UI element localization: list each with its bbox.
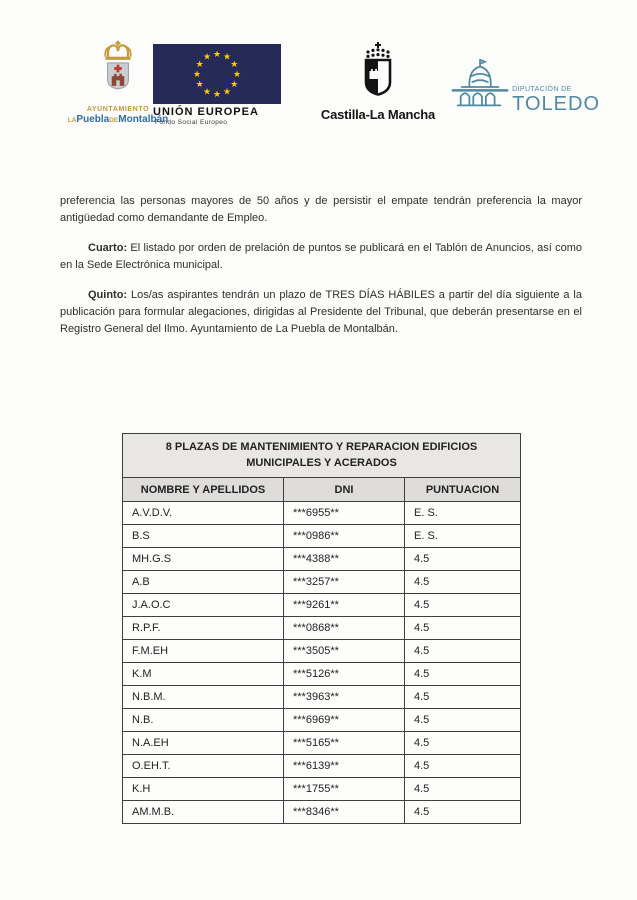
cell-nombre: J.A.O.C [123,594,284,617]
paragraph-quinto-text: Los/as aspirantes tendrán un plazo de TRES DÍAS HÁBILES a partir del día siguiente a la publicación para formular alegaciones, dirigidas al Presidente del Tribunal, que deberán presentarse en el Registro General del Ilmo. Ayuntamiento de La Puebla de Montalbán. [60,289,582,335]
cell-nombre: K.H [123,778,284,801]
cell-nombre: N.B.M. [123,686,284,709]
cell-puntuacion: 4.5 [405,571,521,594]
svg-text:★: ★ [192,70,202,80]
cell-puntuacion: 4.5 [405,686,521,709]
cell-nombre: R.P.F. [123,617,284,640]
cell-puntuacion: 4.5 [405,755,521,778]
cell-puntuacion: 4.5 [405,663,521,686]
cell-nombre: B.S [123,525,284,548]
cell-puntuacion: 4.5 [405,640,521,663]
cell-dni: ***6955** [284,502,405,525]
table-row [123,525,521,548]
paragraph-cuarto [60,240,582,274]
municipality-name: LAPueblaDEMontalbán [67,114,169,125]
svg-text:★: ★ [230,80,239,90]
svg-text:★: ★ [202,52,212,63]
eu-title: UNIÓN EUROPEA [153,106,259,118]
toledo-line1: DIPUTACIÓN DE [512,86,572,93]
cell-dni: ***0868** [284,617,405,640]
toledo-logo [450,56,600,116]
cell-dni: ***6139** [284,755,405,778]
svg-text:★: ★ [222,52,232,63]
table-row [123,640,521,663]
results-tbody [123,502,521,824]
cell-nombre: K.M [123,663,284,686]
table-row [123,732,521,755]
table-row [123,778,521,801]
table-row [123,548,521,571]
results-table-container [122,433,521,824]
cell-dni: ***4388** [284,548,405,571]
ayuntamiento-label: AYUNTAMIENTO [86,106,150,113]
cell-puntuacion: 4.5 [405,801,521,824]
table-row [123,686,521,709]
svg-text:★: ★ [202,87,212,98]
cell-nombre: F.M.EH [123,640,284,663]
cell-nombre: A.V.D.V. [123,502,284,525]
table-row [123,709,521,732]
cell-dni: ***5126** [284,663,405,686]
paragraph-preferencia: preferencia las personas mayores de 50 años y de persistir el empate tendrán preferencia la mayor antigüedad como demandante de Empleo. [60,195,582,224]
cell-dni: ***8346** [284,801,405,824]
cell-nombre: N.A.EH [123,732,284,755]
eu-subtitle: Fondo Social Europeo [155,119,228,126]
cell-puntuacion: 4.5 [405,778,521,801]
column-header-puntuacion: PUNTUACION [405,478,521,502]
cell-puntuacion: 4.5 [405,594,521,617]
column-header-nombre: NOMBRE Y APELLIDOS [123,478,284,502]
svg-text:★: ★ [232,70,242,80]
cell-dni: ***3963** [284,686,405,709]
table-row [123,571,521,594]
toledo-line2: TOLEDO [512,93,600,115]
cell-nombre: O.EH.T. [123,755,284,778]
table-title-row [123,434,521,478]
paragraph-quinto-lead: Quinto: [88,289,128,301]
table-title: 8 PLAZAS DE MANTENIMIENTO Y REPARACION EDIFICIOS MUNICIPALES Y ACERADOS [123,434,521,478]
paragraph-cuarto-text: El listado por orden de prelación de puntos se publicará en el Tablón de Anuncios, así como en la Sede Electrónica municipal. [60,242,582,271]
table-header-row [123,478,521,502]
eu-flag-icon [153,44,281,104]
svg-text:★: ★ [212,90,222,100]
cell-puntuacion: 4.5 [405,709,521,732]
table-row [123,755,521,778]
cell-dni: ***1755** [284,778,405,801]
paragraph-cuarto-lead: Cuarto: [88,242,128,254]
cell-nombre: MH.G.S [123,548,284,571]
table-row [123,502,521,525]
clm-shield-icon [352,42,404,104]
table-row [123,801,521,824]
table-row [123,663,521,686]
svg-text:★: ★ [195,60,204,70]
svg-text:★: ★ [222,87,232,98]
results-table [122,433,521,824]
paragraph-quinto [60,287,582,338]
toledo-wordmark [512,86,600,114]
cell-nombre: A.B [123,571,284,594]
table-row [123,617,521,640]
crown-shield-icon [86,40,150,104]
eu-logo [153,44,283,126]
cell-dni: ***6969** [284,709,405,732]
toledo-building-icon [450,56,510,116]
cell-dni: ***3505** [284,640,405,663]
cell-puntuacion: E. S. [405,502,521,525]
cell-puntuacion: 4.5 [405,732,521,755]
column-header-dni: DNI [284,478,405,502]
clm-label: Castilla-La Mancha [320,107,436,122]
castilla-la-mancha-logo [308,42,448,122]
svg-text:★: ★ [230,60,239,70]
cell-puntuacion: E. S. [405,525,521,548]
cell-dni: ***3257** [284,571,405,594]
cell-nombre: AM.M.B. [123,801,284,824]
svg-text:★: ★ [212,50,222,60]
svg-text:★: ★ [195,80,204,90]
cell-dni: ***5165** [284,732,405,755]
cell-puntuacion: 4.5 [405,617,521,640]
table-row [123,594,521,617]
cell-nombre: N.B. [123,709,284,732]
cell-dni: ***0986** [284,525,405,548]
cell-puntuacion: 4.5 [405,548,521,571]
cell-dni: ***9261** [284,594,405,617]
